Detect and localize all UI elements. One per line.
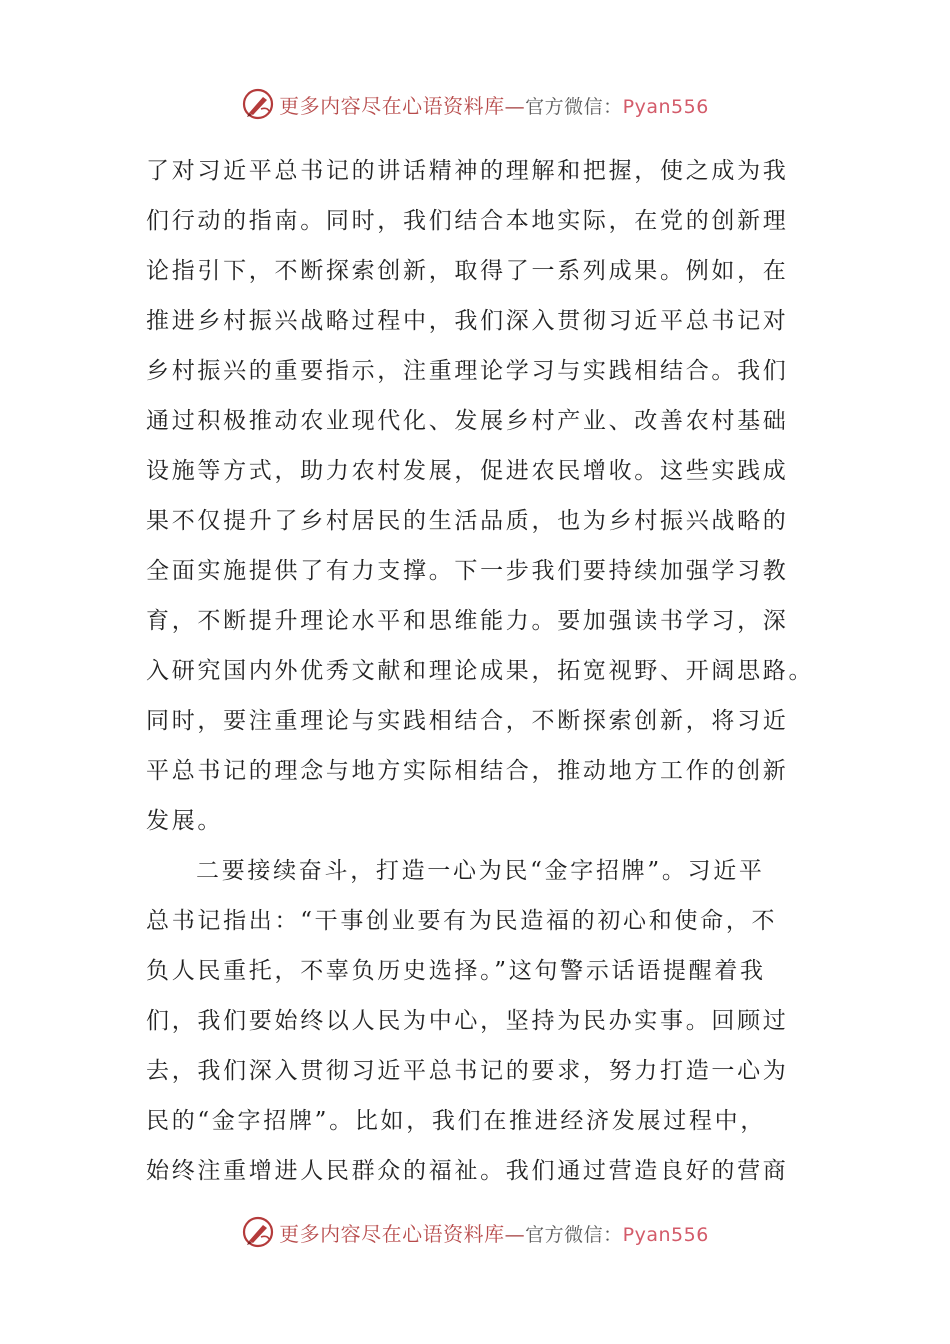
text-line: 们，我们要始终以人民为中心，坚持为民办实事。回顾过 [146, 1008, 789, 1034]
text-line: 平总书记的理念与地方实际相结合，推动地方工作的创新 [146, 758, 789, 784]
text-line: 入研究国内外优秀文献和理论成果，拓宽视野、开阔思路。 [146, 658, 815, 684]
text-line: 始终注重增进人民群众的福祉。我们通过营造良好的营商 [146, 1158, 789, 1184]
document-body [146, 146, 815, 1196]
text-line: 果不仅提升了乡村居民的生活品质，也为乡村振兴战略的 [146, 508, 789, 534]
text-line: 去，我们深入贯彻习近平总书记的要求，努力打造一心为 [146, 1058, 789, 1084]
watermark-brand: 更多内容尽在心语资料库 [279, 1221, 505, 1246]
text-line: 了对习近平总书记的讲话精神的理解和把握，使之成为我 [146, 158, 789, 184]
watermark-text [279, 90, 709, 119]
text-line: 全面实施提供了有力支撑。下一步我们要持续加强学习教 [146, 558, 789, 584]
text-line: 乡村振兴的重要指示，注重理论学习与实践相结合。我们 [146, 358, 789, 384]
watermark-brand: 更多内容尽在心语资料库 [279, 93, 505, 118]
text-line: 论指引下，不断探索创新，取得了一系列成果。例如，在 [146, 258, 789, 284]
watermark-wechat-id: Pyan556 [622, 95, 709, 118]
footer-watermark [0, 1212, 950, 1252]
watermark-text [279, 1218, 709, 1247]
text-line: 通过积极推动农业现代化、发展乡村产业、改善农村基础 [146, 408, 789, 434]
text-line: 设施等方式，助力农村发展，促进农民增收。这些实践成 [146, 458, 789, 484]
watermark-dash: — [504, 1221, 526, 1246]
text-line: 同时，要注重理论与实践相结合，不断探索创新，将习近 [146, 708, 789, 734]
watermark-wechat-id: Pyan556 [622, 1223, 709, 1246]
pen-logo-icon [241, 87, 275, 121]
text-line: 们行动的指南。同时，我们结合本地实际，在党的创新理 [146, 208, 789, 234]
watermark-wechat-label: 官方微信： [525, 1223, 623, 1246]
pen-logo-icon [241, 1215, 275, 1249]
paragraph-start-line: 二要接续奋斗，打造一心为民“金字招牌”。习近平 [196, 858, 765, 884]
text-line: 育，不断提升理论水平和思维能力。要加强读书学习，深 [146, 608, 789, 634]
text-line: 总书记指出：“干事创业要有为民造福的初心和使命，不 [146, 908, 778, 934]
header-watermark [0, 84, 950, 124]
text-line: 负人民重托，不辜负历史选择。”这句警示话语提醒着我 [146, 958, 766, 984]
watermark-dash: — [504, 93, 526, 118]
watermark-wechat-label: 官方微信： [525, 95, 623, 118]
text-line: 推进乡村振兴战略过程中，我们深入贯彻习近平总书记对 [146, 308, 789, 334]
text-line: 发展。 [146, 808, 224, 834]
text-line: 民的“金字招牌”。比如，我们在推进经济发展过程中， [146, 1108, 767, 1134]
